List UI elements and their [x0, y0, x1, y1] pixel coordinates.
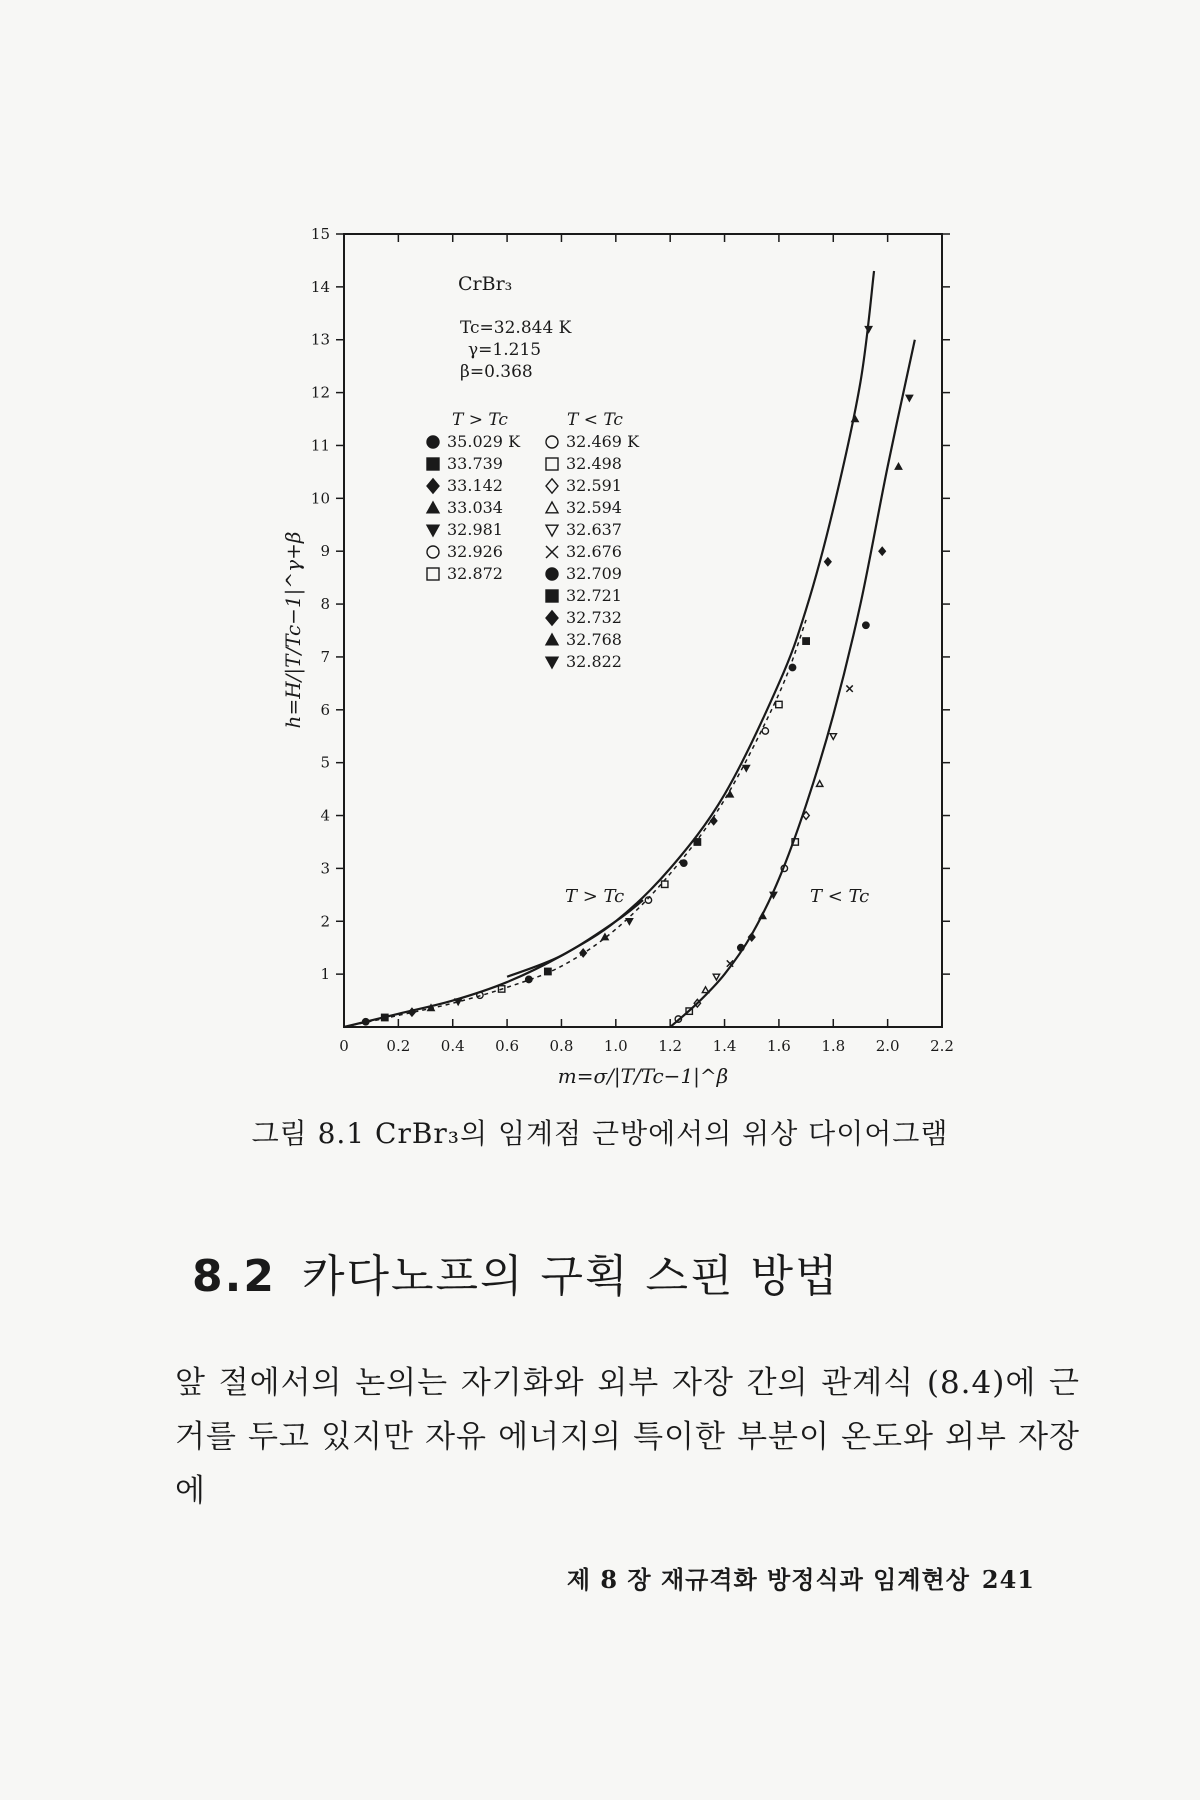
legend-label: 32.594	[566, 498, 622, 517]
legend-label: 32.637	[566, 520, 622, 539]
legend-marker	[427, 458, 439, 470]
data-point	[852, 416, 858, 422]
data-point	[825, 558, 831, 566]
data-point	[526, 976, 532, 982]
legend-label: 32.721	[566, 586, 622, 605]
plot-area	[344, 234, 942, 1027]
y-tick-label: 6	[320, 700, 330, 719]
data-point	[816, 781, 822, 787]
y-tick-label: 2	[320, 912, 330, 931]
plot-frame	[344, 234, 942, 1027]
legend-label: 32.732	[566, 608, 622, 627]
beta-value: β=0.368	[460, 362, 533, 382]
curve-2	[507, 900, 643, 977]
data-point	[863, 622, 869, 628]
y-tick-label: 5	[320, 753, 330, 772]
x-tick-label: 0.8	[549, 1037, 574, 1055]
legend-marker	[427, 525, 439, 536]
x-axis-label: m=σ/|T/Tc−1|^β	[557, 1064, 729, 1088]
y-tick-label: 11	[310, 436, 330, 455]
legend-label: 33.739	[447, 454, 503, 473]
y-tick-label: 1	[320, 965, 330, 984]
legend-marker	[427, 502, 439, 513]
x-tick-label: 0	[339, 1037, 349, 1055]
x-tick-label: 1.2	[658, 1037, 683, 1055]
legend-marker	[546, 502, 558, 513]
data-point	[710, 817, 716, 825]
y-tick-label: 13	[310, 330, 330, 349]
legend-marker	[546, 657, 558, 668]
legend-marker	[546, 611, 558, 625]
y-tick-label: 3	[320, 859, 330, 878]
gamma-value: γ=1.215	[468, 340, 542, 360]
curve-label-above: T > Tc	[565, 886, 625, 907]
data-point	[455, 999, 461, 1005]
data-point	[681, 860, 687, 866]
data-point	[626, 919, 632, 925]
data-point	[906, 395, 912, 401]
data-point	[738, 945, 744, 951]
legend-marker	[546, 634, 558, 645]
page-number: 241	[981, 1565, 1035, 1594]
legend-label: 33.034	[447, 498, 503, 517]
data-point	[602, 934, 608, 940]
x-axis-ticks	[339, 234, 954, 1055]
data-point	[694, 839, 700, 845]
x-tick-label: 1.4	[712, 1037, 737, 1055]
x-tick-label: 1.0	[603, 1037, 628, 1055]
legend-marker	[546, 590, 558, 602]
material-label: CrBr₃	[458, 273, 513, 295]
data-curves	[344, 271, 915, 1027]
figure-caption: 그림 8.1 CrBr₃의 임계점 근방에서의 위상 다이어그램	[251, 1117, 949, 1150]
data-point	[702, 987, 708, 993]
data-point	[743, 765, 749, 771]
curve-0	[344, 271, 874, 1027]
page-footer	[567, 1560, 1035, 1595]
x-tick-label: 0.4	[440, 1037, 465, 1055]
legend-marker	[546, 479, 558, 493]
legend-marker	[427, 546, 439, 558]
legend-label: 32.872	[447, 564, 503, 583]
legend-label: 32.822	[566, 652, 622, 671]
legend-marker	[427, 479, 439, 493]
data-point	[803, 638, 809, 644]
x-tick-label: 1.6	[766, 1037, 791, 1055]
legend-label: 35.029 K	[447, 432, 521, 451]
legend-label: 32.926	[447, 542, 503, 561]
legend-label: 32.676	[566, 542, 622, 561]
y-axis-ticks	[311, 225, 950, 983]
x-tick-label: 2.2	[930, 1037, 954, 1055]
section-number: 8.2	[192, 1251, 276, 1302]
y-tick-label: 10	[310, 489, 330, 508]
y-tick-label: 9	[320, 542, 330, 561]
data-point	[727, 791, 733, 797]
x-tick-label: 2.0	[875, 1037, 900, 1055]
x-tick-label: 0.6	[495, 1037, 520, 1055]
y-tick-label: 4	[320, 806, 330, 825]
curve-1	[344, 620, 806, 1027]
y-tick-label: 8	[320, 595, 330, 614]
x-tick-label: 1.8	[821, 1037, 846, 1055]
legend-right-column	[546, 432, 640, 671]
legend-marker	[427, 568, 439, 580]
data-point	[762, 728, 768, 734]
data-point	[830, 734, 836, 740]
legend-right-header: T < Tc	[567, 410, 623, 430]
data-point	[895, 463, 901, 469]
legend-label: 32.469 K	[566, 432, 640, 451]
section-title-text: 카다노프의 구획 스핀 방법	[301, 1251, 840, 1302]
y-tick-label: 12	[310, 383, 330, 402]
data-point	[879, 547, 885, 555]
legend-label: 32.591	[566, 476, 622, 495]
legend-label: 32.768	[566, 630, 622, 649]
tc-value: Tc=32.844 K	[460, 318, 572, 338]
data-point	[382, 1014, 388, 1020]
legend-marker	[427, 436, 439, 448]
legend-label: 32.498	[566, 454, 622, 473]
legend-marker	[546, 436, 558, 448]
legend-marker	[546, 568, 558, 580]
body-paragraph: 앞 절에서의 논의는 자기화와 외부 자장 간의 관계식 (8.4)에 근거를 두고 있지만 자유 에너지의 특이한 부분이 온도와 외부 자장에	[175, 1365, 1080, 1509]
data-point	[713, 974, 719, 980]
y-axis-label: h=H/|T/Tc−1|^γ+β	[281, 531, 305, 729]
section-heading	[192, 1240, 839, 1304]
data-point	[789, 664, 795, 670]
legend-left-column	[427, 432, 521, 583]
legend-label: 33.142	[447, 476, 503, 495]
data-point	[363, 1019, 369, 1025]
y-tick-label: 14	[310, 277, 330, 296]
legend-marker	[546, 458, 558, 470]
y-tick-label: 7	[320, 647, 330, 666]
curve-3	[670, 340, 915, 1027]
data-point	[662, 881, 668, 887]
data-point	[776, 701, 782, 707]
legend-marker	[546, 525, 558, 536]
legend-label: 32.981	[447, 520, 503, 539]
data-point	[759, 913, 765, 919]
legend-label: 32.709	[566, 564, 622, 583]
data-point	[545, 968, 551, 974]
y-tick-label: 15	[310, 225, 330, 243]
x-tick-label: 0.2	[386, 1037, 411, 1055]
curve-label-below: T < Tc	[810, 886, 870, 907]
footer-chapter: 제 8 장 재규격화 방정식과 임계현상	[566, 1565, 970, 1594]
legend-left-header: T > Tc	[452, 410, 508, 430]
